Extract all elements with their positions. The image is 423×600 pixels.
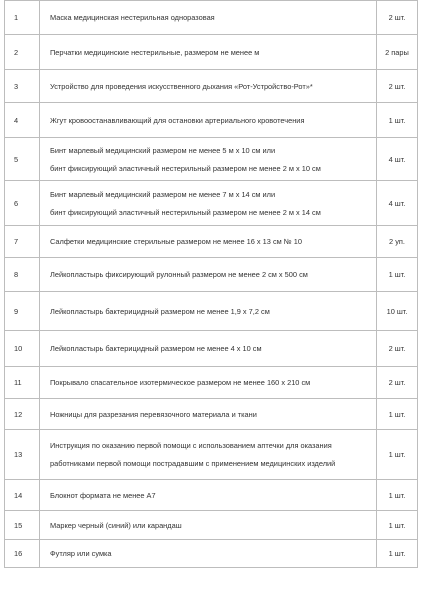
- table-row: [5, 367, 418, 399]
- item-name: [40, 103, 377, 138]
- item-quantity: 2 пары: [377, 35, 418, 70]
- item-quantity: 1 шт.: [377, 430, 418, 480]
- item-quantity: 2 шт.: [377, 70, 418, 103]
- row-number: 12: [5, 399, 40, 430]
- item-name: [40, 331, 377, 367]
- item-quantity: 1 шт.: [377, 540, 418, 568]
- table-row: [5, 103, 418, 138]
- table-row: [5, 430, 418, 480]
- table-row: [5, 540, 418, 568]
- item-quantity: 10 шт.: [377, 292, 418, 331]
- row-number: 2: [5, 35, 40, 70]
- item-name: [40, 35, 377, 70]
- item-name-line: Бинт марлевый медицинский размером не менее 7 м х 14 см или: [50, 189, 276, 199]
- item-quantity: 4 шт.: [377, 138, 418, 181]
- item-quantity: 2 уп.: [377, 226, 418, 258]
- table-row: [5, 480, 418, 511]
- item-quantity: 1 шт.: [377, 399, 418, 430]
- item-name-line: бинт фиксирующий эластичный нестерильный размером не менее 2 м х 10 см: [50, 163, 321, 173]
- table-row: [5, 138, 418, 181]
- item-name: [40, 367, 377, 399]
- row-number: 16: [5, 540, 40, 568]
- item-quantity: 2 шт.: [377, 367, 418, 399]
- item-quantity: 1 шт.: [377, 511, 418, 540]
- item-name: [40, 292, 377, 331]
- item-name-line: Салфетки медицинские стерильные размером не менее 16 х 13 см № 10: [50, 237, 302, 246]
- item-name-line: бинт фиксирующий эластичный нестерильный размером не менее 2 м х 14 см: [50, 207, 321, 217]
- table-row: [5, 70, 418, 103]
- item-name: [40, 480, 377, 511]
- item-name-line: Лейкопластырь бактерицидный размером не менее 1,9 х 7,2 см: [50, 306, 270, 316]
- row-number: 11: [5, 367, 40, 399]
- item-name-line: Бинт марлевый медицинский размером не менее 5 м х 10 см или: [50, 145, 276, 155]
- item-quantity: 2 шт.: [377, 1, 418, 35]
- row-number: 9: [5, 292, 40, 331]
- table-row: [5, 399, 418, 430]
- item-name: [40, 399, 377, 430]
- row-number: 7: [5, 226, 40, 258]
- item-name: [40, 540, 377, 568]
- item-name: [40, 258, 377, 292]
- table-row: [5, 181, 418, 226]
- row-number: 8: [5, 258, 40, 292]
- table-row: [5, 292, 418, 331]
- item-name-line: Ножницы для разрезания перевязочного материала и ткани: [50, 409, 257, 419]
- row-number: 4: [5, 103, 40, 138]
- row-number: 15: [5, 511, 40, 540]
- item-name: [40, 1, 377, 35]
- item-name-line: Блокнот формата не менее А7: [50, 490, 156, 500]
- item-name-line: Маркер черный (синий) или карандаш: [50, 520, 182, 530]
- table-row: [5, 258, 418, 292]
- item-name-line: Инструкция по оказанию первой помощи с использованием аптечки для оказания: [50, 441, 332, 450]
- item-quantity: 1 шт.: [377, 258, 418, 292]
- row-number: 1: [5, 1, 40, 35]
- item-name-line: Устройство для проведения искусственного дыхания «Рот-Устройство-Рот»*: [50, 81, 313, 91]
- item-name-line: Футляр или сумка: [50, 549, 112, 558]
- row-number: 3: [5, 70, 40, 103]
- item-name-line: Маска медицинская нестерильная одноразовая: [50, 13, 215, 22]
- item-name-line: Перчатки медицинские нестерильные, размером не менее м: [50, 47, 260, 57]
- first-aid-kit-table: [4, 0, 418, 568]
- item-name-line: Жгут кровоостанавливающий для остановки артериального кровотечения: [50, 115, 305, 125]
- item-name: [40, 138, 377, 181]
- item-quantity: 1 шт.: [377, 103, 418, 138]
- item-quantity: 2 шт.: [377, 331, 418, 367]
- item-name: [40, 511, 377, 540]
- table-row: [5, 1, 418, 35]
- item-name-line: Лейкопластырь бактерицидный размером не менее 4 х 10 см: [50, 344, 262, 353]
- item-quantity: 4 шт.: [377, 181, 418, 226]
- row-number: 10: [5, 331, 40, 367]
- row-number: 6: [5, 181, 40, 226]
- row-number: 5: [5, 138, 40, 181]
- row-number: 13: [5, 430, 40, 480]
- item-name: [40, 70, 377, 103]
- item-name: [40, 226, 377, 258]
- row-number: 14: [5, 480, 40, 511]
- item-name-line: работниками первой помощи пострадавшим с применением медицинских изделий: [50, 459, 336, 468]
- item-name: [40, 430, 377, 480]
- table-row: [5, 511, 418, 540]
- item-name-line: Лейкопластырь фиксирующий рулонный размером не менее 2 см х 500 см: [50, 270, 308, 279]
- item-name: [40, 181, 377, 226]
- item-name-line: Покрывало спасательное изотермическое размером не менее 160 х 210 см: [50, 378, 311, 387]
- table-row: [5, 331, 418, 367]
- table-body: [5, 1, 418, 568]
- item-quantity: 1 шт.: [377, 480, 418, 511]
- table-row: [5, 35, 418, 70]
- table-row: [5, 226, 418, 258]
